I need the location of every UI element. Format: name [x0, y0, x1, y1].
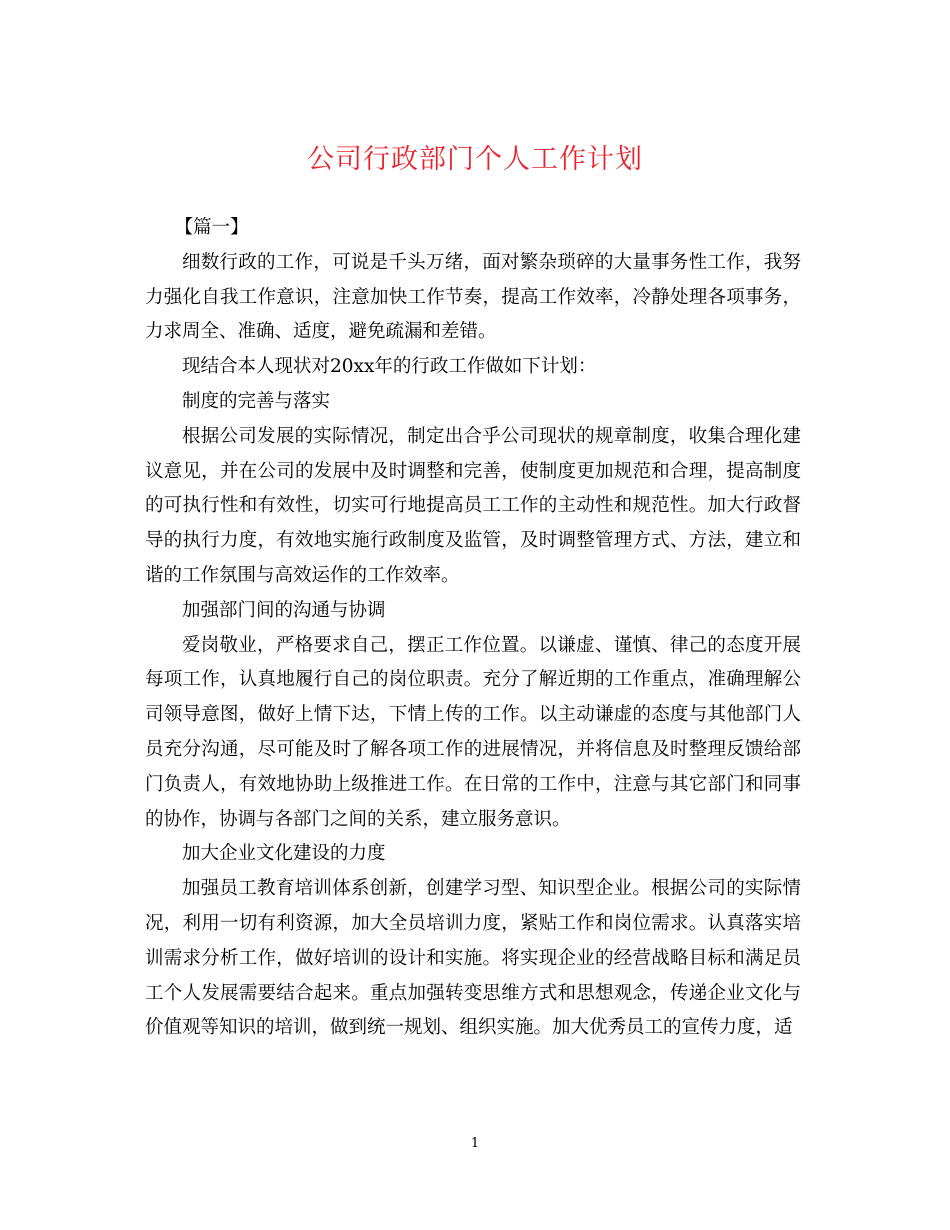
- culture-paragraph: 加强员工教育培训体系创新，创建学习型、知识型企业。根据公司的实际情况，利用一切有利资源，加大全员培训力度，紧贴工作和岗位需求。认真落实培训需求分析工作，做好培训的设计和实施。将实现企业的经营战略目标和满足员工个人发展需要结合起来。重点加强转变思维方式和思想观念，传递企业文化与价值观等知识的培训，做到统一规划、组织实施。加大优秀员工的宣传力度，适: [145, 878, 801, 1039]
- system-paragraph: 根据公司发展的实际情况，制定出合乎公司现状的规章制度，收集合理化建议意见，并在公司的发展中及时调整和完善，使制度更加规范和合理，提高制度的可执行性和有效性，切实可行地提高员工工作的主动性和规范性。加大行政督导的执行力度，有效地实施行政制度及监管，及时调整管理方式、方法，建立和谐的工作氛围与高效运作的工作效率。: [145, 425, 801, 586]
- section-label: 【篇一】: [174, 217, 249, 238]
- plan-intro-paragraph: 现结合本人现状对20xx年的行政工作做如下计划：: [182, 356, 597, 378]
- subheading-system: 制度的完善与落实: [182, 390, 331, 412]
- page-number: 1: [470, 1136, 480, 1151]
- subheading-culture: 加大企业文化建设的力度: [182, 843, 386, 865]
- subheading-communication: 加强部门间的沟通与协调: [182, 599, 386, 621]
- document-title: 公司行政部门个人工作计划: [307, 144, 643, 175]
- communication-paragraph: 爱岗敬业，严格要求自己，摆正工作位置。以谦虚、谨慎、律己的态度开展每项工作，认真地履行自己的岗位职责。充分了解近期的工作重点，准确理解公司领导意图，做好上情下达，下情上传的工作。以主动谦虚的态度与其他部门人员充分沟通，尽可能及时了解各项工作的进展情况，并将信息及时整理反馈给部门负责人，有效地协助上级推进工作。在日常的工作中，注意与其它部门和同事的协作，协调与各部门之间的关系，建立服务意识。: [145, 634, 801, 830]
- document-body: [145, 211, 801, 1046]
- intro-paragraph: 细数行政的工作，可说是千头万绪，面对繁杂琐碎的大量事务性工作，我努力强化自我工作意识，注意加快工作节奏，提高工作效率，冷静处理各项事务，力求周全、准确、适度，避免疏漏和差错。: [145, 251, 801, 343]
